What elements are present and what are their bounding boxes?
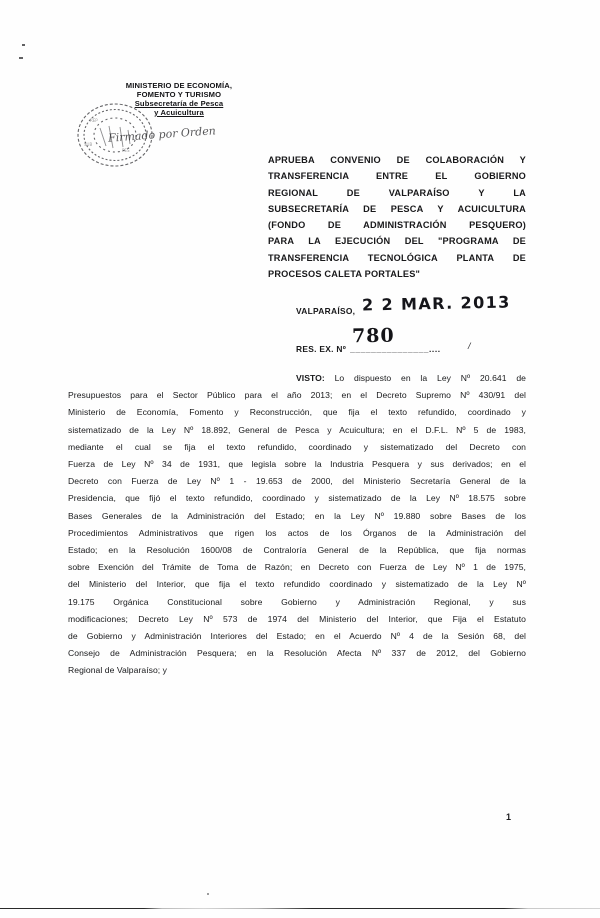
body-line: sobre Exención del Trámite de Toma de Razón; en Decreto con Fuerza de Ley Nº 1 de 1975, bbox=[68, 562, 526, 573]
body-line: Presupuestos para el Sector Público para el año 2013; en el Decreto Supremo Nº 430/91 del bbox=[68, 390, 526, 401]
title-line: SUBSECRETARÍA DE PESCA Y ACUICULTURA bbox=[268, 203, 526, 214]
title-line: PROCESOS CALETA PORTALES" bbox=[268, 269, 421, 280]
title-line: PARA LA EJECUCIÓN DEL "PROGRAMA DE bbox=[268, 236, 526, 247]
body-line: mediante el cual se fija el texto refundido, coordinado y sistematizado del Decreto con bbox=[68, 441, 526, 452]
body-line: modificaciones; Decreto Ley Nº 573 de 1974 del Ministerio del Interior, que Fija el Estatuto bbox=[68, 613, 526, 624]
resolution-tick-mark: / bbox=[468, 341, 471, 351]
title-line: TRANSFERENCIA ENTRE EL GOBIERNO bbox=[268, 171, 526, 182]
place-label: VALPARAÍSO, bbox=[296, 306, 356, 316]
letterhead-line-aquaculture: y Acuicultura bbox=[154, 107, 204, 117]
page-number: 1 bbox=[506, 812, 512, 822]
resolution-number-row bbox=[296, 344, 441, 354]
body-line: Procedimientos Administrativos que rigen los actos de los Órganos de la Administración del bbox=[68, 527, 526, 538]
body-line: Consejo de Administración Pesquera; en la Resolución Afecta Nº 337 de 2012, del Gobierno bbox=[68, 648, 526, 659]
resolution-number-stamp: 780 bbox=[351, 324, 395, 348]
title-line: APRUEBA CONVENIO DE COLABORACIÓN Y bbox=[268, 155, 526, 165]
body-line: 19.175 Orgánica Constitucional sobre Gobierno y Administración Regional, y sus bbox=[68, 596, 526, 607]
body-line: Bases Generales de la Administración del Estado; en la Ley Nº 19.880 sobre Bases de los bbox=[68, 510, 526, 521]
visto-label: VISTO: bbox=[296, 373, 325, 383]
body-line-text: Lo dispuesto en la Ley Nº 20.641 de bbox=[334, 373, 526, 383]
body-line: Estado; en la Resolución 1600/08 de Contraloría General de la República, que fija normas bbox=[68, 545, 526, 556]
letterhead bbox=[84, 82, 274, 118]
body-line: Fuerza de Ley Nº 34 de 1931, que legisla sobre la Industria Pesquera y sus derivados; en el bbox=[68, 459, 526, 470]
title-line: TRANSFERENCIA TECNOLÓGICA PLANTA DE bbox=[268, 252, 526, 263]
body-line: Presidencia, que fijó el texto refundido, coordinado y sistematizado de la Ley Nº 18.575 sobre bbox=[68, 493, 526, 504]
resolution-number-label: RES. EX. Nº bbox=[296, 344, 347, 354]
signature-stamp-text: Firmado por Orden bbox=[107, 124, 217, 145]
body-line: Decreto con Fuerza de Ley Nº 1 - 19.653 de 2000, del Ministerio Secretaría General de la bbox=[68, 476, 526, 487]
body-line: sistematizado de la Ley Nº 18.892, General de Pesca y Acuicultura; en el D.F.L. Nº 5 de 1983, bbox=[68, 424, 526, 435]
scan-speck bbox=[22, 44, 25, 46]
title-line: (FONDO DE ADMINISTRACIÓN PESQUERO) bbox=[268, 220, 526, 231]
resolution-number-blank: _______________.... bbox=[350, 344, 441, 354]
letterhead-line-subsecretariat: Subsecretaría de Pesca bbox=[134, 98, 224, 108]
body-line: Ministerio de Economía, Fomento y Reconstrucción, que fija el texto refundido, coordinado y bbox=[68, 407, 526, 418]
scan-speck bbox=[207, 893, 209, 895]
body-line: de Gobierno y Administración Interiores del Estado; en el Acuerdo Nº 4 de la Sesión 68, del bbox=[68, 631, 526, 642]
svg-text:PES: PES bbox=[122, 148, 130, 153]
scan-speck bbox=[19, 57, 23, 59]
body-line: Regional de Valparaíso; y bbox=[68, 665, 168, 676]
body-line: del Ministerio del Interior, que fija el texto refundido coordinado y sistematizado de la Ley Nº bbox=[68, 579, 526, 590]
svg-text:SUB: SUB bbox=[84, 142, 93, 147]
svg-text:REP: REP bbox=[90, 118, 98, 123]
title-line: REGIONAL DE VALPARAÍSO Y LA bbox=[268, 187, 526, 198]
document-body bbox=[68, 370, 526, 680]
scan-edge-rule bbox=[0, 908, 600, 909]
resolution-title-block bbox=[268, 152, 526, 282]
body-line-visto bbox=[68, 370, 526, 387]
letterhead-line-portfolio: FOMENTO Y TURISMO bbox=[136, 89, 222, 99]
date-stamp: 2 2 MAR. 2013 bbox=[361, 292, 511, 315]
letterhead-line-ministry: MINISTERIO DE ECONOMÍA, bbox=[125, 81, 233, 90]
